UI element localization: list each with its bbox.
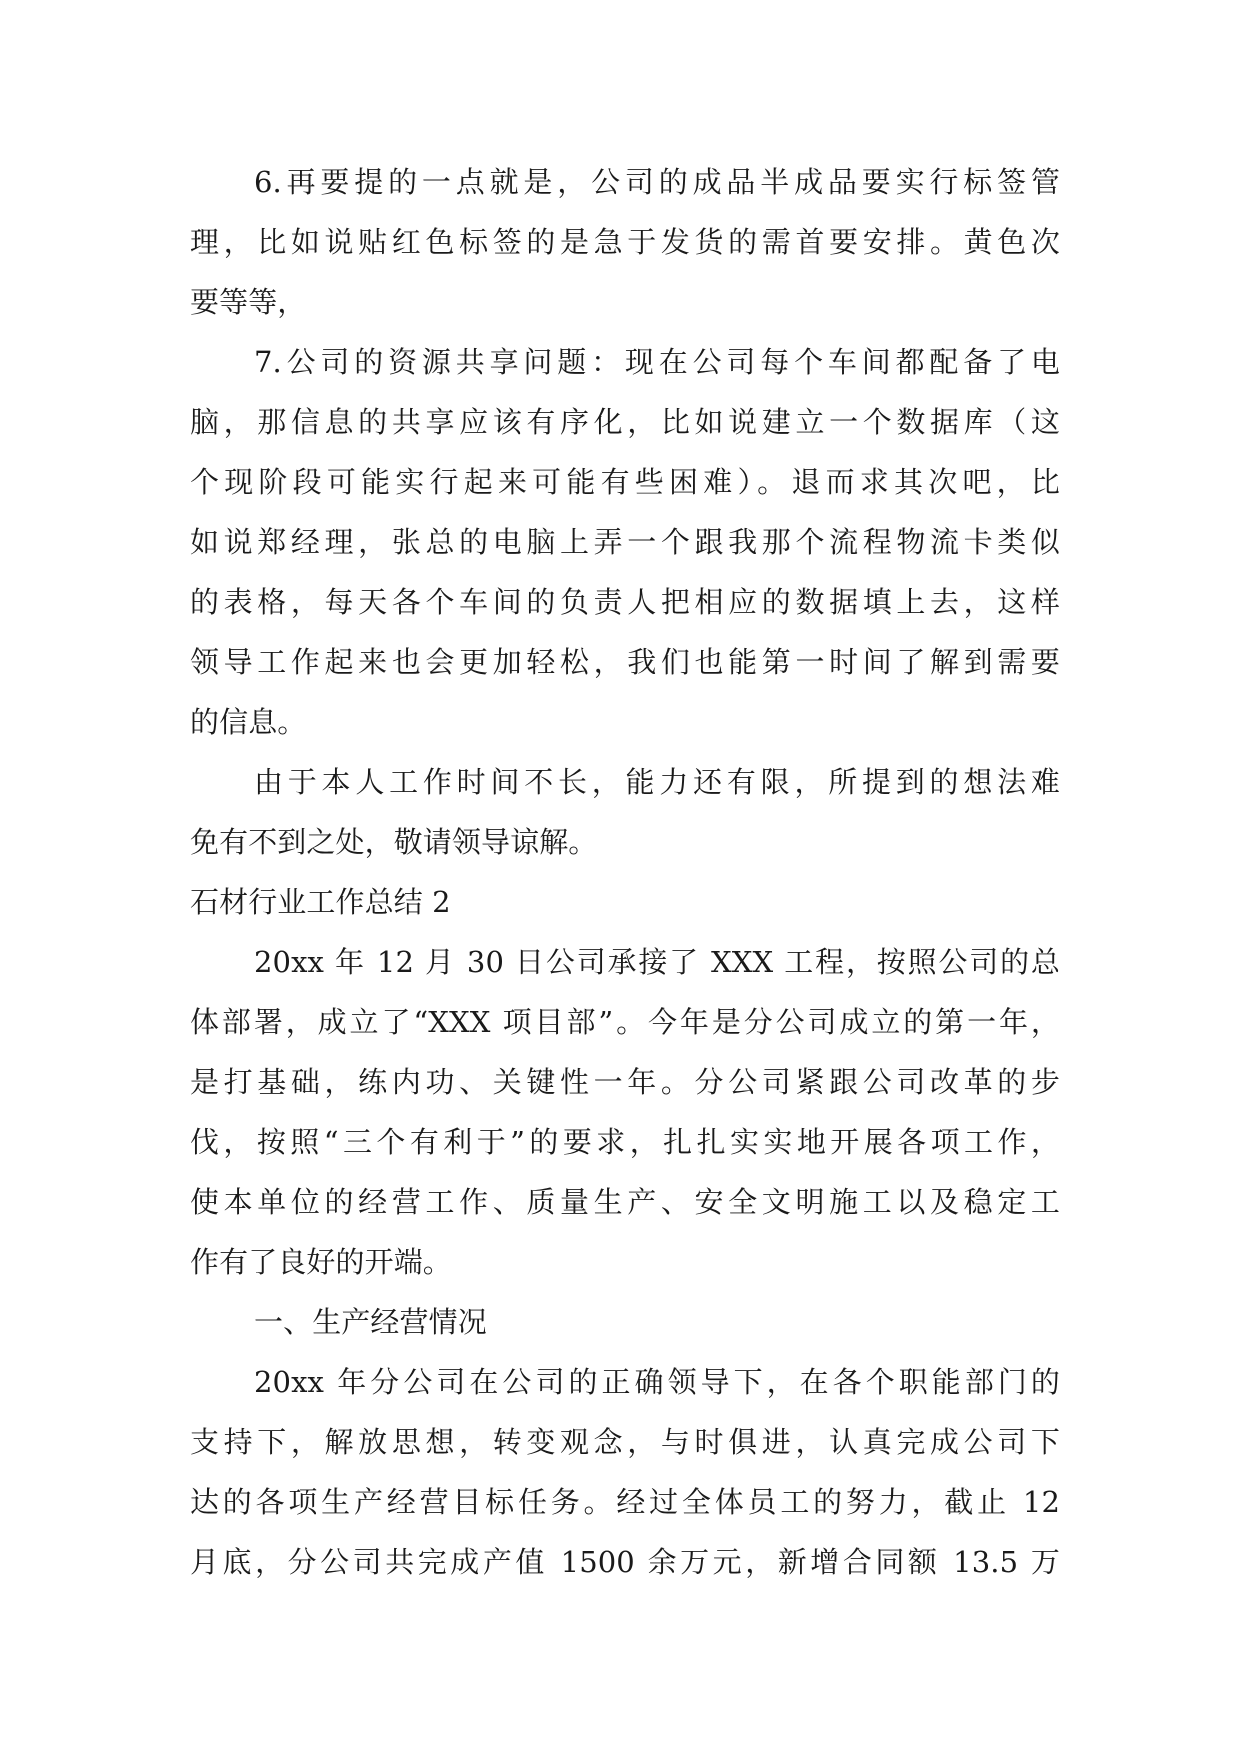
closing-line-2: 免有不到之处，敬请领导谅解。: [190, 825, 598, 859]
paragraph-7-line-2: 脑，那信息的共享应该有序化，比如说建立一个数据库（这: [190, 405, 1060, 439]
paragraph-7-line-6: 领导工作起来也会更加轻松，我们也能第一时间了解到需要: [190, 645, 1060, 679]
production-line-1: 20xx 年分公司在公司的正确领导下，在各个职能部门的: [254, 1365, 1060, 1399]
paragraph-7-line-4: 如说郑经理，张总的电脑上弄一个跟我那个流程物流卡类似: [190, 525, 1060, 559]
intro-line-1: 20xx 年 12 月 30 日公司承接了 XXX 工程，按照公司的总: [254, 945, 1060, 979]
paragraph-6-line-3: 要等等，: [190, 285, 307, 319]
intro-line-3: 是打基础，练内功、关键性一年。分公司紧跟公司改革的步: [190, 1065, 1060, 1099]
section-title: 石材行业工作总结 2: [190, 885, 451, 919]
paragraph-7-line-5: 的表格，每天各个车间的负责人把相应的数据填上去，这样: [190, 585, 1060, 619]
production-line-4: 月底，分公司共完成产值 1500 余万元，新增合同额 13.5 万: [190, 1545, 1060, 1579]
paragraph-7-line-1: 7.公司的资源共享问题：现在公司每个车间都配备了电: [254, 345, 1060, 379]
production-line-3: 达的各项生产经营目标任务。经过全体员工的努力，截止 12: [190, 1485, 1060, 1519]
paragraph-7-line-7: 的信息。: [190, 705, 307, 739]
paragraph-6-line-1: 6.再要提的一点就是，公司的成品半成品要实行标签管: [254, 165, 1060, 199]
production-line-2: 支持下，解放思想，转变观念，与时俱进，认真完成公司下: [190, 1425, 1060, 1459]
intro-line-4: 伐，按照“三个有利于”的要求，扎扎实实地开展各项工作，: [190, 1125, 1060, 1159]
intro-line-6: 作有了良好的开端。: [190, 1245, 452, 1279]
paragraph-7-line-3: 个现阶段可能实行起来可能有些困难）。退而求其次吧，比: [190, 465, 1060, 499]
intro-line-5: 使本单位的经营工作、质量生产、安全文明施工以及稳定工: [190, 1185, 1060, 1219]
heading-production: 一、生产经营情况: [254, 1305, 487, 1339]
intro-line-2: 体部署，成立了“XXX 项目部”。今年是分公司成立的第一年，: [190, 1005, 1060, 1039]
paragraph-6-line-2: 理，比如说贴红色标签的是急于发货的需首要安排。黄色次: [190, 225, 1060, 259]
closing-line-1: 由于本人工作时间不长，能力还有限，所提到的想法难: [254, 765, 1060, 799]
